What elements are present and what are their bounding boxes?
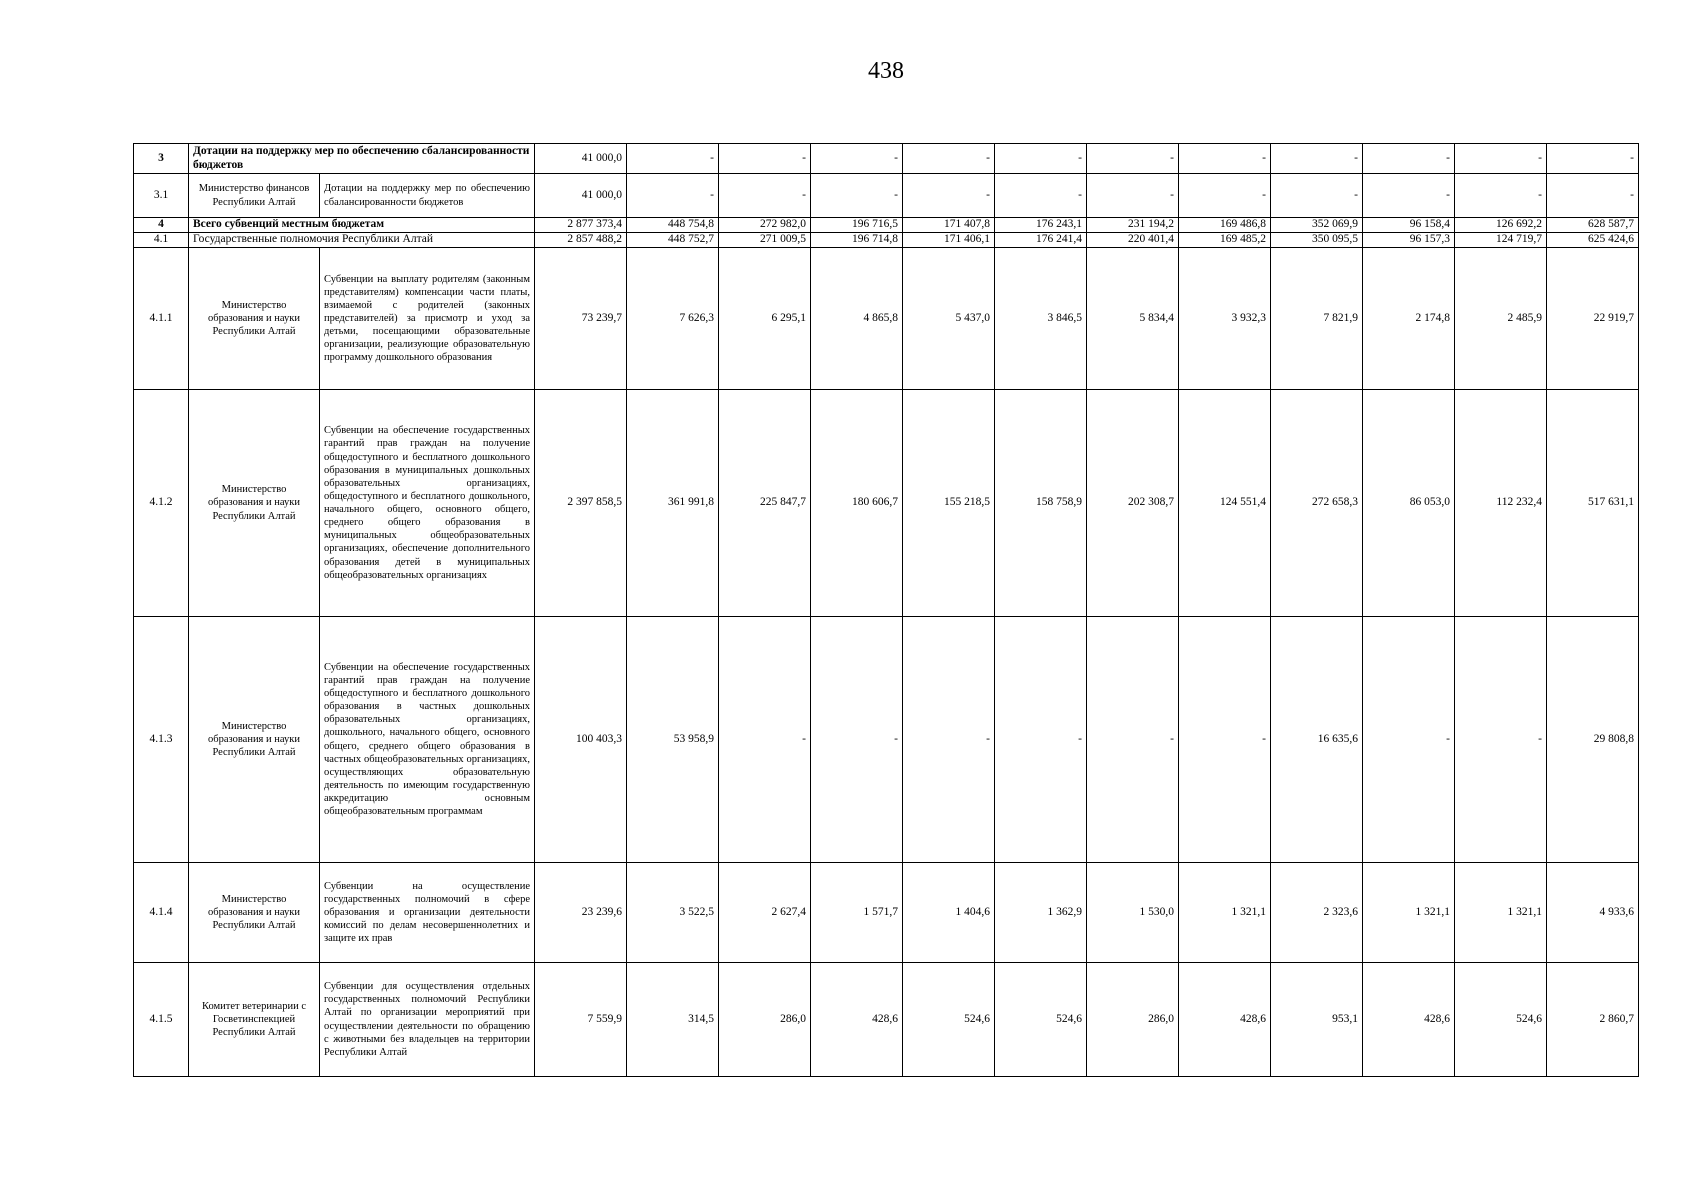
cell-value: - xyxy=(1455,144,1547,174)
cell-value: 524,6 xyxy=(903,963,995,1077)
cell-value: 126 692,2 xyxy=(1455,218,1547,233)
cell-value: 286,0 xyxy=(1087,963,1179,1077)
row-ministry: Министерство образования и науки Республики Алтай xyxy=(189,248,320,390)
cell-value: 231 194,2 xyxy=(1087,218,1179,233)
row-code: 4.1.3 xyxy=(134,617,189,863)
row-code: 4.1.1 xyxy=(134,248,189,390)
table-row xyxy=(134,248,1639,390)
cell-value: 517 631,1 xyxy=(1547,390,1639,617)
cell-value: - xyxy=(719,617,811,863)
cell-value: 22 919,7 xyxy=(1547,248,1639,390)
row-code: 4.1.5 xyxy=(134,963,189,1077)
cell-value: - xyxy=(811,144,903,174)
cell-value: 628 587,7 xyxy=(1547,218,1639,233)
row-ministry: Министерство образования и науки Республики Алтай xyxy=(189,863,320,963)
cell-value: - xyxy=(1547,144,1639,174)
cell-value: 220 401,4 xyxy=(1087,233,1179,248)
cell-value: 953,1 xyxy=(1271,963,1363,1077)
row-ministry: Министерство образования и науки Республики Алтай xyxy=(189,617,320,863)
cell-value: 3 932,3 xyxy=(1179,248,1271,390)
row-title: Всего субвенций местным бюджетам xyxy=(189,218,535,233)
table-row xyxy=(134,233,1639,248)
cell-value: 350 095,5 xyxy=(1271,233,1363,248)
cell-value: 41 000,0 xyxy=(535,144,627,174)
cell-value: 225 847,7 xyxy=(719,390,811,617)
cell-value: 96 157,3 xyxy=(1363,233,1455,248)
table-row xyxy=(134,617,1639,863)
cell-value: 7 559,9 xyxy=(535,963,627,1077)
cell-value: 2 627,4 xyxy=(719,863,811,963)
cell-value: 202 308,7 xyxy=(1087,390,1179,617)
cell-value: 524,6 xyxy=(1455,963,1547,1077)
row-title: Государственные полномочия Республики Алтай xyxy=(189,233,535,248)
cell-value: - xyxy=(995,174,1087,218)
row-code: 3 xyxy=(134,144,189,174)
budget-table xyxy=(133,143,1639,1077)
cell-value: - xyxy=(627,174,719,218)
cell-value: 271 009,5 xyxy=(719,233,811,248)
cell-value: - xyxy=(627,144,719,174)
cell-value: 3 522,5 xyxy=(627,863,719,963)
cell-value: 5 437,0 xyxy=(903,248,995,390)
row-ministry: Комитет ветеринарии с Госветинспекцией Республики Алтай xyxy=(189,963,320,1077)
cell-value: 625 424,6 xyxy=(1547,233,1639,248)
row-code: 4.1 xyxy=(134,233,189,248)
row-code: 4 xyxy=(134,218,189,233)
cell-value: 155 218,5 xyxy=(903,390,995,617)
cell-value: 7 821,9 xyxy=(1271,248,1363,390)
cell-value: 29 808,8 xyxy=(1547,617,1639,863)
cell-value: 2 397 858,5 xyxy=(535,390,627,617)
table-row xyxy=(134,390,1639,617)
cell-value: 1 530,0 xyxy=(1087,863,1179,963)
cell-value: - xyxy=(1087,174,1179,218)
cell-value: 2 860,7 xyxy=(1547,963,1639,1077)
cell-value: - xyxy=(903,144,995,174)
cell-value: 1 321,1 xyxy=(1179,863,1271,963)
cell-value: 2 174,8 xyxy=(1363,248,1455,390)
cell-value: 2 485,9 xyxy=(1455,248,1547,390)
cell-value: 180 606,7 xyxy=(811,390,903,617)
cell-value: 124 551,4 xyxy=(1179,390,1271,617)
cell-value: - xyxy=(1271,174,1363,218)
cell-value: 448 752,7 xyxy=(627,233,719,248)
row-description: Субвенции для осуществления отдельных государственных полномочий Республики Алтай по организации мероприятий при осуществлении деятельности по обращению с животными без владельцев на территории Республики Алтай xyxy=(320,963,535,1077)
cell-value: 100 403,3 xyxy=(535,617,627,863)
row-description: Субвенции на обеспечение государственных гарантий прав граждан на получение общедоступного и бесплатного дошкольного образования в частных дошкольных образовательных организациях, дошкольного, начального общего, основного общего, среднего общего образования в частных общеобразовательных организациях, осуществляющих образовательную деятельность по имеющим государственную аккредитацию основным общеобразовательным программам xyxy=(320,617,535,863)
row-code: 4.1.2 xyxy=(134,390,189,617)
cell-value: - xyxy=(1087,144,1179,174)
cell-value: - xyxy=(811,617,903,863)
cell-value: 96 158,4 xyxy=(1363,218,1455,233)
cell-value: - xyxy=(995,617,1087,863)
cell-value: 2 323,6 xyxy=(1271,863,1363,963)
cell-value: 1 404,6 xyxy=(903,863,995,963)
cell-value: 428,6 xyxy=(1363,963,1455,1077)
cell-value: 448 754,8 xyxy=(627,218,719,233)
cell-value: 2 877 373,4 xyxy=(535,218,627,233)
cell-value: 169 486,8 xyxy=(1179,218,1271,233)
cell-value: 16 635,6 xyxy=(1271,617,1363,863)
table-row xyxy=(134,963,1639,1077)
cell-value: 3 846,5 xyxy=(995,248,1087,390)
cell-value: 428,6 xyxy=(811,963,903,1077)
cell-value: - xyxy=(1179,174,1271,218)
cell-value: 86 053,0 xyxy=(1363,390,1455,617)
cell-value: - xyxy=(1363,617,1455,863)
cell-value: - xyxy=(811,174,903,218)
cell-value: - xyxy=(1087,617,1179,863)
cell-value: - xyxy=(1547,174,1639,218)
page-number: 438 xyxy=(868,58,904,84)
row-description: Субвенции на выплату родителям (законным представителям) компенсации части платы, взимаемой с родителей (законных представителей) за присмотр и уход за детьми, посещающими образовательные организации, реализующие образовательную программу дошкольного образования xyxy=(320,248,535,390)
cell-value: - xyxy=(1455,174,1547,218)
row-description: Дотации на поддержку мер по обеспечению сбалансированности бюджетов xyxy=(320,174,535,218)
cell-value: 171 406,1 xyxy=(903,233,995,248)
cell-value: 176 243,1 xyxy=(995,218,1087,233)
cell-value: 4 865,8 xyxy=(811,248,903,390)
cell-value: - xyxy=(719,144,811,174)
cell-value: 1 362,9 xyxy=(995,863,1087,963)
cell-value: 6 295,1 xyxy=(719,248,811,390)
row-code: 3.1 xyxy=(134,174,189,218)
row-title: Дотации на поддержку мер по обеспечению сбалансированности бюджетов xyxy=(189,144,535,174)
table-row xyxy=(134,144,1639,174)
cell-value: 1 571,7 xyxy=(811,863,903,963)
cell-value: - xyxy=(1363,174,1455,218)
cell-value: 1 321,1 xyxy=(1455,863,1547,963)
table-row xyxy=(134,863,1639,963)
cell-value: 73 239,7 xyxy=(535,248,627,390)
cell-value: 53 958,9 xyxy=(627,617,719,863)
cell-value: 314,5 xyxy=(627,963,719,1077)
cell-value: - xyxy=(995,144,1087,174)
cell-value: 169 485,2 xyxy=(1179,233,1271,248)
cell-value: - xyxy=(1179,617,1271,863)
cell-value: 124 719,7 xyxy=(1455,233,1547,248)
cell-value: 112 232,4 xyxy=(1455,390,1547,617)
cell-value: 524,6 xyxy=(995,963,1087,1077)
cell-value: 196 714,8 xyxy=(811,233,903,248)
cell-value: 352 069,9 xyxy=(1271,218,1363,233)
table-row xyxy=(134,218,1639,233)
cell-value: 2 857 488,2 xyxy=(535,233,627,248)
cell-value: - xyxy=(1455,617,1547,863)
row-code: 4.1.4 xyxy=(134,863,189,963)
table-row xyxy=(134,174,1639,218)
row-description: Субвенции на осуществление государственных полномочий в сфере образования и организации деятельности комиссий по делам несовершеннолетних и защите их прав xyxy=(320,863,535,963)
cell-value: - xyxy=(903,174,995,218)
cell-value: 1 321,1 xyxy=(1363,863,1455,963)
cell-value: - xyxy=(1271,144,1363,174)
cell-value: 428,6 xyxy=(1179,963,1271,1077)
cell-value: 41 000,0 xyxy=(535,174,627,218)
cell-value: 272 982,0 xyxy=(719,218,811,233)
cell-value: - xyxy=(903,617,995,863)
row-description: Субвенции на обеспечение государственных гарантий прав граждан на получение общедоступного и бесплатного дошкольного образования в муниципальных дошкольных образовательных организациях, общедоступного и бесплатного дошкольного, начального общего, основного общего, среднего общего образования в муниципальных общеобразовательных организациях, обеспечение дополнительного образования детей в муниципальных общеобразовательных организациях xyxy=(320,390,535,617)
cell-value: 272 658,3 xyxy=(1271,390,1363,617)
row-ministry: Министерство образования и науки Республики Алтай xyxy=(189,390,320,617)
cell-value: 5 834,4 xyxy=(1087,248,1179,390)
cell-value: 171 407,8 xyxy=(903,218,995,233)
cell-value: 176 241,4 xyxy=(995,233,1087,248)
cell-value: - xyxy=(1179,144,1271,174)
cell-value: 23 239,6 xyxy=(535,863,627,963)
cell-value: 196 716,5 xyxy=(811,218,903,233)
row-ministry: Министерство финансов Республики Алтай xyxy=(189,174,320,218)
cell-value: 4 933,6 xyxy=(1547,863,1639,963)
cell-value: 7 626,3 xyxy=(627,248,719,390)
cell-value: - xyxy=(719,174,811,218)
cell-value: - xyxy=(1363,144,1455,174)
cell-value: 158 758,9 xyxy=(995,390,1087,617)
cell-value: 286,0 xyxy=(719,963,811,1077)
cell-value: 361 991,8 xyxy=(627,390,719,617)
